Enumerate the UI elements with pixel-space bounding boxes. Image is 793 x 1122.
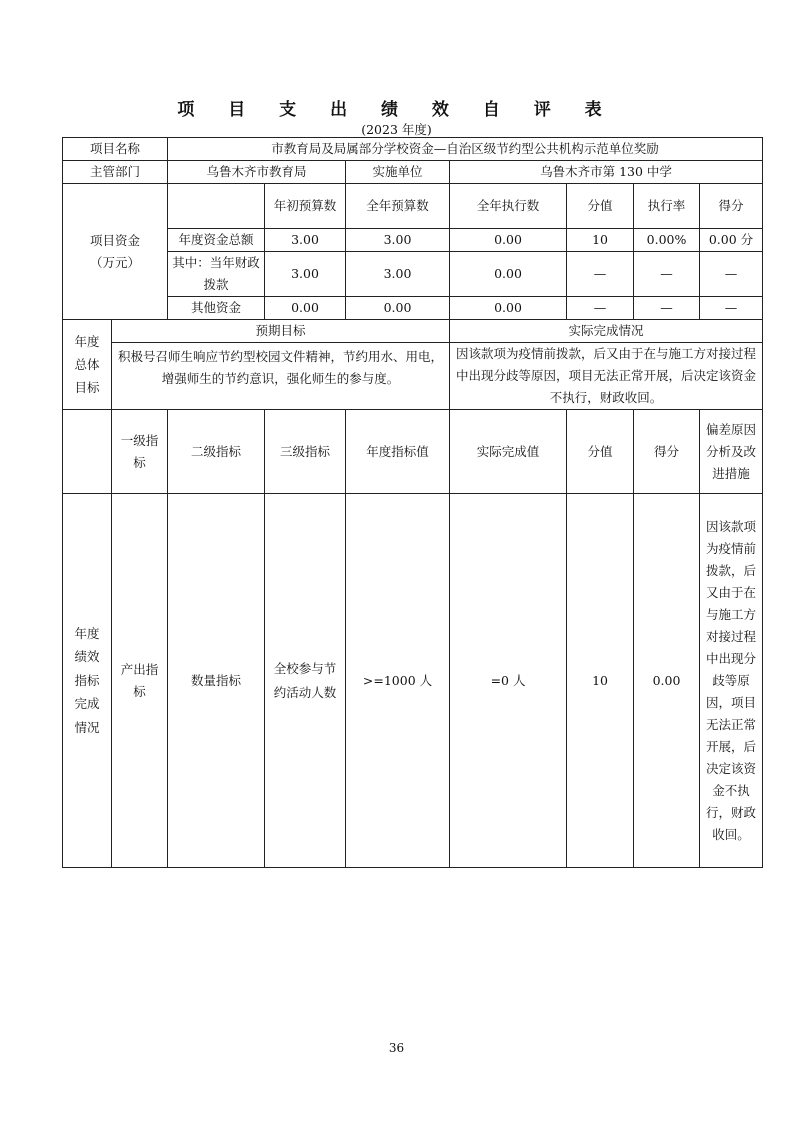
funds-header: 全年预算数	[346, 184, 450, 229]
page-number: 36	[388, 1041, 405, 1055]
funds-cell: 0.00	[450, 252, 567, 297]
funds-cell: —	[567, 252, 634, 297]
department-row	[63, 161, 763, 184]
actual-completion-header: 实际完成情况	[450, 320, 763, 343]
deviation-cell: 因该款项为疫情前拨款，后又由于在与施工方对接过程中出现分歧等原因，项目无法正常开展，后决定该资金不执行，财政收回。	[700, 494, 763, 868]
actual-completion-text: 因该款项为疫情前拨款，后又由于在与施工方对接过程中出现分歧等原因，项目无法正常开展，后决定该资金不执行，财政收回。	[450, 343, 763, 410]
performance-section-label: 年度绩效指标完成情况	[63, 494, 112, 868]
level2-cell: 数量指标	[168, 494, 265, 868]
funds-cell: 0.00	[450, 297, 567, 320]
indicator-header-row	[63, 410, 763, 494]
funds-row-name: 其他资金	[168, 297, 265, 320]
funds-cell: 0.00	[265, 297, 346, 320]
department-label: 主管部门	[63, 161, 168, 184]
funds-cell: —	[634, 297, 700, 320]
funds-cell: —	[634, 252, 700, 297]
implementing-unit-label: 实施单位	[346, 161, 450, 184]
score-value-header: 分值	[567, 410, 634, 494]
self-evaluation-table	[62, 137, 763, 868]
funds-header: 全年执行数	[450, 184, 567, 229]
funds-cell: 3.00	[346, 252, 450, 297]
funds-cell: 3.00	[265, 252, 346, 297]
funds-header: 分值	[567, 184, 634, 229]
level3-header: 三级指标	[265, 410, 346, 494]
project-name-value: 市教育局及局属部分学校资金—自治区级节约型公共机构示范单位奖励	[168, 138, 763, 161]
annual-goals-label: 年度总体目标	[63, 320, 112, 410]
indicator-row	[63, 494, 763, 868]
project-name-row	[63, 138, 763, 161]
funds-cell: 3.00	[265, 229, 346, 252]
target-value-header: 年度指标值	[346, 410, 450, 494]
funds-header: 执行率	[634, 184, 700, 229]
funds-cell: 10	[567, 229, 634, 252]
score-cell: 0.00	[634, 494, 700, 868]
expected-goal-text: 积极号召师生响应节约型校园文件精神，节约用水、用电，增强师生的节约意识，强化师生的参与度。	[112, 343, 450, 410]
funds-row	[63, 297, 763, 320]
document-title: 项 目 支 出 绩 效 自 评 表	[177, 100, 616, 120]
actual-value-cell: =0 人	[450, 494, 567, 868]
funds-header-blank	[168, 184, 265, 229]
funds-row	[63, 252, 763, 297]
level1-cell: 产出指标	[112, 494, 168, 868]
goals-content-row	[63, 343, 763, 410]
funds-label: 项目资金 （万元）	[63, 184, 168, 320]
funds-cell: 0.00	[346, 297, 450, 320]
funds-cell: 0.00	[450, 229, 567, 252]
level1-header: 一级指标	[112, 410, 168, 494]
funds-row-name: 年度资金总额	[168, 229, 265, 252]
expected-goal-header: 预期目标	[112, 320, 450, 343]
funds-header: 得分	[700, 184, 763, 229]
deviation-header: 偏差原因分析及改进措施	[700, 410, 763, 494]
funds-cell: —	[700, 252, 763, 297]
funds-cell: 0.00 分	[700, 229, 763, 252]
actual-value-header: 实际完成值	[450, 410, 567, 494]
funds-row	[63, 229, 763, 252]
funds-header-row	[63, 184, 763, 229]
funds-cell: —	[567, 297, 634, 320]
funds-cell: 0.00%	[634, 229, 700, 252]
implementing-unit-value: 乌鲁木齐市第 130 中学	[450, 161, 763, 184]
funds-row-name: 其中：当年财政拨款	[168, 252, 265, 297]
level2-header: 二级指标	[168, 410, 265, 494]
funds-header: 年初预算数	[265, 184, 346, 229]
funds-cell: 3.00	[346, 229, 450, 252]
goals-header-row	[63, 320, 763, 343]
funds-cell: —	[700, 297, 763, 320]
target-value-cell: >=1000 人	[346, 494, 450, 868]
score-value-cell: 10	[567, 494, 634, 868]
score-header: 得分	[634, 410, 700, 494]
level3-cell: 全校参与节约活动人数	[265, 494, 346, 868]
project-name-label: 项目名称	[63, 138, 168, 161]
document-subtitle: (2023 年度)	[361, 122, 432, 137]
indicator-header-blank	[63, 410, 112, 494]
department-value: 乌鲁木齐市教育局	[168, 161, 346, 184]
